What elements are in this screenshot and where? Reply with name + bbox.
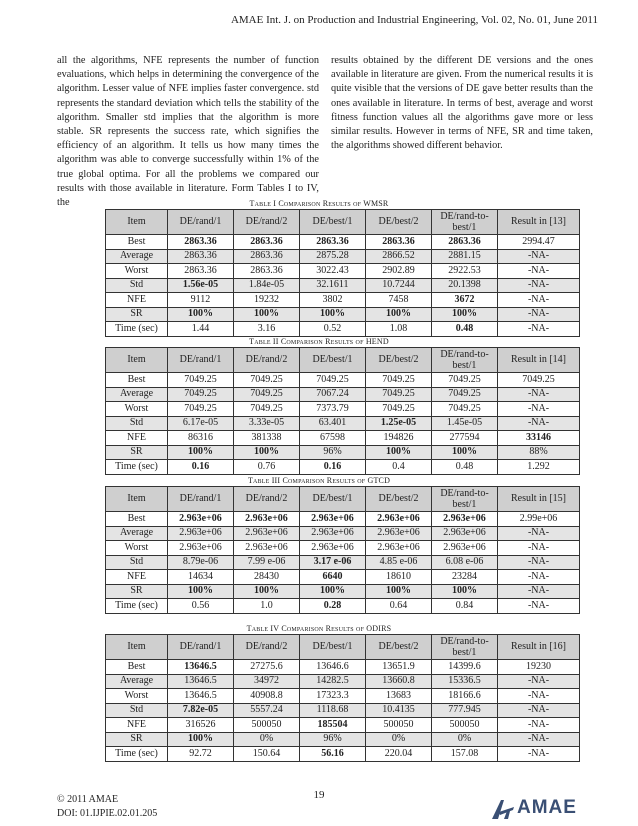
table-2-title: Table II Comparison Results of HEND — [249, 337, 389, 346]
footer — [57, 793, 157, 821]
table-cell: 2.963e+06 — [234, 526, 300, 541]
table-4 — [105, 634, 580, 762]
table-cell: -NA- — [498, 322, 580, 337]
table-cell: 100% — [432, 445, 498, 460]
table-header-row — [106, 210, 580, 235]
table-cell: 100% — [168, 584, 234, 599]
table-cell: 100% — [234, 445, 300, 460]
column-header: DE/rand/1 — [168, 210, 234, 235]
logo-mark-icon — [490, 798, 516, 820]
table-cell: 7049.25 — [168, 387, 234, 402]
row-label: Average — [106, 526, 168, 541]
table-header-row — [106, 348, 580, 373]
table-cell: 7049.25 — [234, 373, 300, 388]
column-header: DE/rand/2 — [234, 348, 300, 373]
table-cell: 100% — [366, 584, 432, 599]
table-cell: 23284 — [432, 570, 498, 585]
table-cell: -NA- — [498, 249, 580, 264]
table-cell: 2866.52 — [366, 249, 432, 264]
table-cell: 7049.25 — [366, 387, 432, 402]
row-label: Std — [106, 703, 168, 718]
table-row — [106, 235, 580, 250]
table-cell: 92.72 — [168, 747, 234, 762]
column-header: DE/rand-to-best/1 — [432, 348, 498, 373]
row-label: NFE — [106, 293, 168, 308]
table-row — [106, 732, 580, 747]
table-cell: 7049.25 — [234, 402, 300, 417]
table-cell: -NA- — [498, 541, 580, 556]
table-cell: -NA- — [498, 264, 580, 279]
table-cell: 1.45e-05 — [432, 416, 498, 431]
table-cell: 7067.24 — [300, 387, 366, 402]
table-cell: 13646.5 — [168, 689, 234, 704]
table-cell: 7049.25 — [168, 402, 234, 417]
column-header: DE/rand/1 — [168, 635, 234, 660]
row-label: Worst — [106, 689, 168, 704]
table-1-title: Table I Comparison Results of WMSR — [249, 199, 389, 208]
table-cell: 28430 — [234, 570, 300, 585]
table-cell: 1.84e-05 — [234, 278, 300, 293]
table-cell: 34972 — [234, 674, 300, 689]
table-cell: 2.963e+06 — [300, 512, 366, 527]
table-cell: -NA- — [498, 599, 580, 614]
table-cell: 220.04 — [366, 747, 432, 762]
row-label: Average — [106, 674, 168, 689]
table-row — [106, 555, 580, 570]
row-label: Time (sec) — [106, 747, 168, 762]
table-cell: 100% — [432, 584, 498, 599]
table-row — [106, 264, 580, 279]
table-cell: 2.963e+06 — [300, 526, 366, 541]
table-cell: 500050 — [366, 718, 432, 733]
table-row — [106, 293, 580, 308]
table-cell: 500050 — [432, 718, 498, 733]
row-label: Std — [106, 278, 168, 293]
table-cell: 2863.36 — [432, 235, 498, 250]
row-label: Worst — [106, 541, 168, 556]
table-row — [106, 373, 580, 388]
column-header: DE/rand/1 — [168, 487, 234, 512]
table-cell: 100% — [432, 307, 498, 322]
table-cell: 9112 — [168, 293, 234, 308]
table-cell: 18166.6 — [432, 689, 498, 704]
body-text-left-column: all the algorithms, NFE represents the number of function evaluations, which helps in determining the convergence of the algorithm. Lesser value of NFE implies faster convergence. std represents the standard deviation which tells the stability of the algorithm. Smaller std implies that the algorithm is more stable. SR represents the success rate, which signifies the efficiency of an algorithm. It tells us how many times the algorithm was able to converge successfully within 1% of the true global optima. For all the problems we compared our results with those available in literature. Form Tables I to IV, the — [57, 55, 319, 209]
column-header: DE/rand/1 — [168, 348, 234, 373]
row-label: Time (sec) — [106, 322, 168, 337]
table-cell: 777.945 — [432, 703, 498, 718]
table-row — [106, 278, 580, 293]
table-cell: 33146 — [498, 431, 580, 446]
table-row — [106, 689, 580, 704]
table-cell: 2.963e+06 — [168, 541, 234, 556]
table-cell: 14282.5 — [300, 674, 366, 689]
column-header: DE/best/2 — [366, 348, 432, 373]
table-cell: 2863.36 — [300, 235, 366, 250]
table-cell: 7049.25 — [432, 402, 498, 417]
table-cell: 5557.24 — [234, 703, 300, 718]
table-cell: 2.963e+06 — [234, 512, 300, 527]
row-label: NFE — [106, 718, 168, 733]
table-row — [106, 322, 580, 337]
table-cell: -NA- — [498, 732, 580, 747]
table-cell: 100% — [168, 307, 234, 322]
table-cell: -NA- — [498, 718, 580, 733]
column-header: DE/best/2 — [366, 487, 432, 512]
doi-text: DOI: 01.IJPIE.02.01.205 — [57, 808, 158, 819]
table-cell: -NA- — [498, 747, 580, 762]
table-cell: 13651.9 — [366, 660, 432, 675]
column-header: DE/rand-to-best/1 — [432, 210, 498, 235]
table-cell: 67598 — [300, 431, 366, 446]
table-cell: 4.85 e-06 — [366, 555, 432, 570]
table-cell: 0.4 — [366, 460, 432, 475]
table-cell: 100% — [300, 584, 366, 599]
table-row — [106, 402, 580, 417]
column-header: DE/best/1 — [300, 348, 366, 373]
table-cell: -NA- — [498, 703, 580, 718]
table-cell: 2.963e+06 — [366, 526, 432, 541]
column-header: Item — [106, 348, 168, 373]
table-cell: 20.1398 — [432, 278, 498, 293]
table-cell: 0.64 — [366, 599, 432, 614]
table-cell: 18610 — [366, 570, 432, 585]
table-cell: 2.963e+06 — [366, 541, 432, 556]
table-cell: 2863.36 — [234, 249, 300, 264]
table-cell: -NA- — [498, 526, 580, 541]
table-cell: 2902.89 — [366, 264, 432, 279]
table-cell: -NA- — [498, 307, 580, 322]
table-cell: 100% — [300, 307, 366, 322]
column-header: Result in [16] — [498, 635, 580, 660]
table-cell: 14634 — [168, 570, 234, 585]
table-cell: -NA- — [498, 689, 580, 704]
table-cell: -NA- — [498, 402, 580, 417]
table-cell: 13660.8 — [366, 674, 432, 689]
table-cell: 1.0 — [234, 599, 300, 614]
column-header: DE/best/1 — [300, 635, 366, 660]
table-cell: 2863.36 — [168, 264, 234, 279]
table-cell: 2.963e+06 — [168, 512, 234, 527]
table-row — [106, 570, 580, 585]
table-cell: 2875.28 — [300, 249, 366, 264]
table-cell: 7049.25 — [300, 373, 366, 388]
row-label: Best — [106, 235, 168, 250]
row-label: Best — [106, 660, 168, 675]
column-header: DE/rand-to-best/1 — [432, 635, 498, 660]
table-cell: 100% — [168, 732, 234, 747]
table-cell: 2922.53 — [432, 264, 498, 279]
row-label: Average — [106, 249, 168, 264]
row-label: SR — [106, 445, 168, 460]
table-cell: 32.1611 — [300, 278, 366, 293]
table-cell: 7458 — [366, 293, 432, 308]
table-cell: 19230 — [498, 660, 580, 675]
table-cell: 3.16 — [234, 322, 300, 337]
table-row — [106, 445, 580, 460]
table-cell: 0.28 — [300, 599, 366, 614]
row-label: NFE — [106, 431, 168, 446]
column-header: DE/rand/2 — [234, 487, 300, 512]
table-cell: 7373.79 — [300, 402, 366, 417]
table-cell: 100% — [366, 445, 432, 460]
table-cell: 277594 — [432, 431, 498, 446]
table-cell: 1118.68 — [300, 703, 366, 718]
table-1 — [105, 209, 580, 337]
table-cell: 2.963e+06 — [432, 512, 498, 527]
row-label: Time (sec) — [106, 599, 168, 614]
table-cell: 96% — [300, 732, 366, 747]
table-row — [106, 584, 580, 599]
table-cell: -NA- — [498, 278, 580, 293]
table-cell: 1.292 — [498, 460, 580, 475]
column-header: DE/rand/2 — [234, 210, 300, 235]
column-header: Result in [15] — [498, 487, 580, 512]
table-cell: 3.17 e-06 — [300, 555, 366, 570]
table-cell: 6.08 e-06 — [432, 555, 498, 570]
table-cell: 1.25e-05 — [366, 416, 432, 431]
table-cell: 7049.25 — [432, 373, 498, 388]
table-cell: 2994.47 — [498, 235, 580, 250]
table-3-title: Table III Comparison Results of GTCD — [247, 476, 391, 485]
table-cell: 7049.25 — [498, 373, 580, 388]
table-row — [106, 416, 580, 431]
table-cell: 0% — [234, 732, 300, 747]
table-cell: 1.08 — [366, 322, 432, 337]
table-cell: 19232 — [234, 293, 300, 308]
table-cell: 27275.6 — [234, 660, 300, 675]
table-cell: 2.963e+06 — [168, 526, 234, 541]
table-cell: 0.76 — [234, 460, 300, 475]
table-cell: 7049.25 — [168, 373, 234, 388]
table-cell: 2.99e+06 — [498, 512, 580, 527]
row-label: SR — [106, 732, 168, 747]
table-cell: 2.963e+06 — [234, 541, 300, 556]
table-cell: 100% — [234, 307, 300, 322]
table-cell: -NA- — [498, 674, 580, 689]
table-header-row — [106, 487, 580, 512]
amae-logo — [490, 796, 580, 820]
table-cell: 2.963e+06 — [432, 526, 498, 541]
table-cell: 8.79e-06 — [168, 555, 234, 570]
table-row — [106, 674, 580, 689]
table-cell: 10.4135 — [366, 703, 432, 718]
column-header: DE/rand/2 — [234, 635, 300, 660]
running-header: AMAE Int. J. on Production and Industrial Engineering, Vol. 02, No. 01, June 2011 — [230, 14, 598, 26]
table-cell: 1.56e-05 — [168, 278, 234, 293]
table-cell: 96% — [300, 445, 366, 460]
column-header: DE/best/1 — [300, 487, 366, 512]
table-4-title: Table IV Comparison Results of ODIRS — [246, 624, 392, 633]
table-cell: 2881.15 — [432, 249, 498, 264]
table-cell: 15336.5 — [432, 674, 498, 689]
table-cell: 0.48 — [432, 460, 498, 475]
table-cell: 2.963e+06 — [366, 512, 432, 527]
table-cell: 6640 — [300, 570, 366, 585]
row-label: Worst — [106, 402, 168, 417]
column-header: Result in [13] — [498, 210, 580, 235]
table-row — [106, 307, 580, 322]
table-row — [106, 747, 580, 762]
column-header: Item — [106, 210, 168, 235]
table-cell: 40908.8 — [234, 689, 300, 704]
table-cell: 7049.25 — [366, 373, 432, 388]
column-header: Result in [14] — [498, 348, 580, 373]
table-row — [106, 703, 580, 718]
table-cell: 7049.25 — [366, 402, 432, 417]
table-cell: 14399.6 — [432, 660, 498, 675]
table-cell: 0% — [366, 732, 432, 747]
table-cell: 2863.36 — [366, 235, 432, 250]
table-cell: 13646.6 — [300, 660, 366, 675]
table-cell: 194826 — [366, 431, 432, 446]
table-row — [106, 249, 580, 264]
table-cell: -NA- — [498, 584, 580, 599]
table-cell: -NA- — [498, 416, 580, 431]
table-cell: 7.82e-05 — [168, 703, 234, 718]
table-cell: 100% — [168, 445, 234, 460]
table-row — [106, 387, 580, 402]
table-cell: 100% — [234, 584, 300, 599]
table-cell: 0.16 — [300, 460, 366, 475]
table-2 — [105, 347, 580, 475]
table-cell: 3.33e-05 — [234, 416, 300, 431]
table-row — [106, 512, 580, 527]
table-cell: 1.44 — [168, 322, 234, 337]
column-header: DE/best/2 — [366, 635, 432, 660]
table-cell: -NA- — [498, 555, 580, 570]
table-cell: -NA- — [498, 570, 580, 585]
column-header: DE/rand-to-best/1 — [432, 487, 498, 512]
table-cell: 157.08 — [432, 747, 498, 762]
table-cell: 6.17e-05 — [168, 416, 234, 431]
table-cell: 10.7244 — [366, 278, 432, 293]
table-cell: 0.52 — [300, 322, 366, 337]
table-cell: 2.963e+06 — [300, 541, 366, 556]
table-row — [106, 460, 580, 475]
table-row — [106, 431, 580, 446]
table-cell: 500050 — [234, 718, 300, 733]
table-cell: 13646.5 — [168, 660, 234, 675]
table-cell: 13646.5 — [168, 674, 234, 689]
table-cell: 86316 — [168, 431, 234, 446]
table-cell: 7.99 e-06 — [234, 555, 300, 570]
table-header-row — [106, 635, 580, 660]
table-row — [106, 599, 580, 614]
table-cell: 56.16 — [300, 747, 366, 762]
logo-text: AMAE — [517, 797, 577, 818]
table-row — [106, 541, 580, 556]
table-cell: 2863.36 — [234, 264, 300, 279]
table-cell: 3672 — [432, 293, 498, 308]
column-header: Item — [106, 487, 168, 512]
row-label: Std — [106, 416, 168, 431]
table-row — [106, 718, 580, 733]
page-number: 19 — [313, 789, 325, 801]
row-label: SR — [106, 307, 168, 322]
row-label: Std — [106, 555, 168, 570]
row-label: Best — [106, 373, 168, 388]
table-cell: 2863.36 — [234, 235, 300, 250]
table-cell: 2.963e+06 — [432, 541, 498, 556]
table-cell: 0% — [432, 732, 498, 747]
body-text-right-column: results obtained by the different DE versions and the ones available in literature are given. From the numerical results it is quite visible that the versions of DE gave better results than the ones available in literature. In terms of best, average and worst fitness function values all the algorithms gave more or less similar results. However in terms of NFE, SR and time taken, the algorithms showed different behavior. — [331, 55, 593, 152]
table-cell: 3802 — [300, 293, 366, 308]
row-label: Best — [106, 512, 168, 527]
table-cell: 3022.43 — [300, 264, 366, 279]
table-cell: -NA- — [498, 293, 580, 308]
table-3 — [105, 486, 580, 614]
table-cell: 17323.3 — [300, 689, 366, 704]
table-cell: 88% — [498, 445, 580, 460]
table-cell: 100% — [366, 307, 432, 322]
table-cell: 2863.36 — [168, 249, 234, 264]
table-cell: 63.401 — [300, 416, 366, 431]
table-cell: 0.48 — [432, 322, 498, 337]
table-cell: -NA- — [498, 387, 580, 402]
table-cell: 185504 — [300, 718, 366, 733]
table-row — [106, 526, 580, 541]
table-cell: 2863.36 — [168, 235, 234, 250]
table-cell: 316526 — [168, 718, 234, 733]
row-label: Time (sec) — [106, 460, 168, 475]
table-cell: 381338 — [234, 431, 300, 446]
row-label: Average — [106, 387, 168, 402]
table-cell: 7049.25 — [234, 387, 300, 402]
row-label: Worst — [106, 264, 168, 279]
table-cell: 7049.25 — [432, 387, 498, 402]
copyright-text: © 2011 AMAE — [57, 794, 119, 805]
row-label: SR — [106, 584, 168, 599]
column-header: Item — [106, 635, 168, 660]
table-cell: 150.64 — [234, 747, 300, 762]
table-cell: 0.16 — [168, 460, 234, 475]
table-row — [106, 660, 580, 675]
table-cell: 0.84 — [432, 599, 498, 614]
table-cell: 0.56 — [168, 599, 234, 614]
column-header: DE/best/1 — [300, 210, 366, 235]
column-header: DE/best/2 — [366, 210, 432, 235]
table-cell: 13683 — [366, 689, 432, 704]
row-label: NFE — [106, 570, 168, 585]
